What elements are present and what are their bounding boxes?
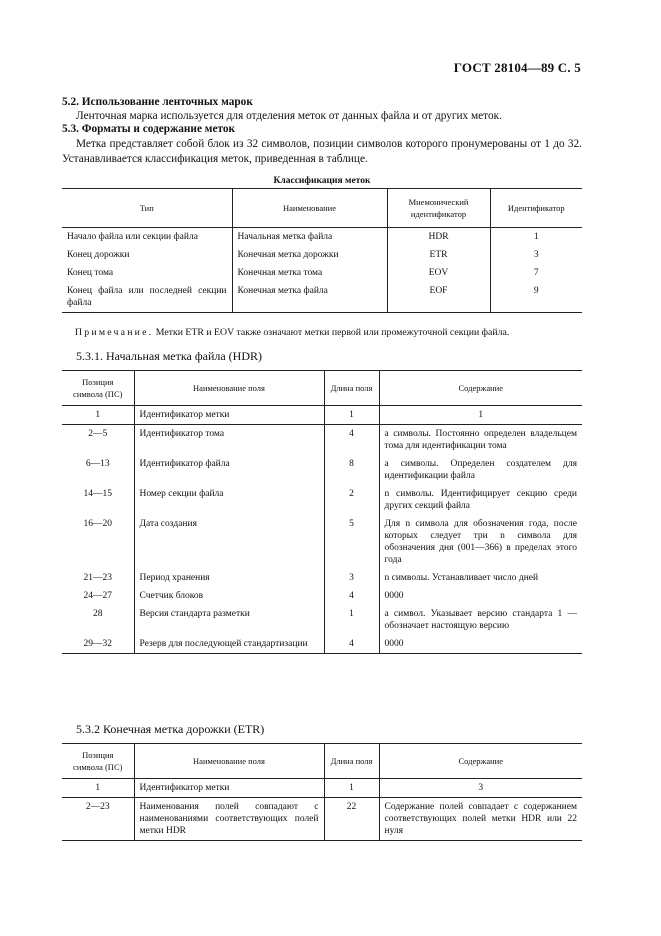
table-cell: n символы. Идентифицирует секцию среди других секций файла	[379, 485, 582, 515]
table-cell: 3	[490, 246, 582, 264]
labels-classification-table	[62, 188, 582, 313]
table-cell: 28	[93, 609, 103, 619]
table-cell: n символы. Устанавливает число дней	[379, 569, 582, 587]
table-cell: Конечная метка файла	[232, 282, 387, 313]
table-cell: 0000	[379, 635, 582, 654]
note-label: Примечание.	[75, 327, 154, 338]
table-row	[62, 485, 582, 515]
column-header: Позиция символа (ПС)	[73, 750, 123, 772]
table-cell: EOV	[387, 264, 490, 282]
table-cell: 1	[324, 779, 379, 798]
table-cell: а символы. Определен создателем для идентификации файла	[379, 455, 582, 485]
table-cell: 6—13	[85, 459, 110, 469]
table-cell: 3	[324, 569, 379, 587]
table-cell: 5	[324, 515, 379, 569]
table-cell: 16—20	[83, 519, 112, 529]
table-cell: 8	[324, 455, 379, 485]
table-cell: Конец дорожки	[67, 250, 130, 260]
table-row	[62, 635, 582, 654]
hdr-label-table	[62, 370, 582, 654]
table-row	[62, 569, 582, 587]
table-cell: Идентификатор метки	[134, 779, 324, 798]
table-row	[62, 228, 582, 247]
table-cell: 2—5	[88, 429, 108, 439]
column-header: Наименование поля	[134, 744, 324, 779]
table-cell: Идентификатор метки	[134, 406, 324, 425]
column-header: Тип	[139, 203, 154, 213]
table-cell: Конец тома	[67, 268, 114, 278]
table-cell: Содержание полей совпадает с содержанием соответствующих полей метки HDR или 22 нуля	[379, 798, 582, 841]
table-cell: Версия стандарта разметки	[134, 605, 324, 635]
table-cell: Для n символа для обозначения года, после которых следует три n символа для обозначения дня (001—366) в пределах этого года	[379, 515, 582, 569]
table-row	[62, 425, 582, 456]
table-cell: HDR	[387, 228, 490, 247]
section-5-2-text: Ленточная марка используется для отделения меток от данных файла и от других меток.	[76, 110, 502, 122]
table-header-row	[62, 371, 582, 406]
table-cell: Конец файла или последней секции файла	[67, 286, 227, 308]
table-cell: Период хранения	[134, 569, 324, 587]
table-cell: 14—15	[83, 489, 112, 499]
table-cell: 7	[490, 264, 582, 282]
table-cell: 1	[324, 605, 379, 635]
table-cell: 1	[324, 406, 379, 425]
section-5-3-title: 5.3. Форматы и содержание меток	[62, 123, 236, 135]
table-header-row	[62, 189, 582, 228]
table-cell: 1	[490, 228, 582, 247]
table1-caption: Классификация меток	[273, 176, 371, 186]
table-cell: 1	[62, 779, 134, 798]
section-5-3-2-title: 5.3.2 Конечная метка дорожки (ETR)	[76, 722, 265, 736]
table-cell: Идентификатор файла	[134, 455, 324, 485]
column-header: Наименование	[232, 189, 387, 228]
column-header: Наименование поля	[134, 371, 324, 406]
column-header: Длина поля	[324, 744, 379, 779]
table-cell: 3	[379, 779, 582, 798]
section-5-3-text: Метка представляет собой блок из 32 символов, позиции символов которого пронумерованы от 1 до 32. Устанавливается классификация меток, приведенная в таблице.	[62, 138, 582, 165]
page-header: ГОСТ 28104—89 С. 5	[453, 60, 581, 75]
table-cell: 22	[324, 798, 379, 841]
section-5-2-title: 5.2. Использование ленточных марок	[62, 96, 253, 108]
table-cell: 4	[324, 587, 379, 605]
table-cell: Начало файла или секции файла	[67, 232, 198, 242]
table-cell: 24—27	[83, 591, 112, 601]
table-cell: Конечная метка дорожки	[232, 246, 387, 264]
table-row	[62, 798, 582, 841]
table-row	[62, 264, 582, 282]
etr-label-table	[62, 743, 582, 841]
column-header: Идентификатор	[490, 189, 582, 228]
table-cell: Наименования полей совпадают с наименованиями соответствующих полей метки HDR	[134, 798, 324, 841]
table-row	[62, 455, 582, 485]
column-header: Содержание	[379, 744, 582, 779]
table-cell: 1	[379, 406, 582, 425]
table-cell: Начальная метка файла	[232, 228, 387, 247]
column-header: Длина поля	[324, 371, 379, 406]
table-cell: 2—23	[85, 802, 110, 812]
table-header-row	[62, 744, 582, 779]
table-cell: Дата создания	[134, 515, 324, 569]
table-cell: EOF	[387, 282, 490, 313]
table1-note	[75, 327, 509, 338]
table-cell: 0000	[379, 587, 582, 605]
table-cell: Конечная метка тома	[232, 264, 387, 282]
table-row	[62, 282, 582, 313]
table-cell: а символ. Указывает версию стандарта 1 — обозначает настоящую версию	[379, 605, 582, 635]
table-row	[62, 587, 582, 605]
table-row	[62, 406, 582, 425]
table-row	[62, 779, 582, 798]
table-cell: ETR	[387, 246, 490, 264]
table-row	[62, 246, 582, 264]
table-cell: 4	[324, 425, 379, 456]
table-cell: 4	[324, 635, 379, 654]
table-cell: 29—32	[83, 639, 112, 649]
column-header: Мнемонический идентификатор	[387, 189, 490, 228]
table-cell: 2	[324, 485, 379, 515]
table-row	[62, 515, 582, 569]
table-cell: 21—23	[83, 573, 112, 583]
table-cell: Номер секции файла	[134, 485, 324, 515]
table-cell: 1	[62, 406, 134, 425]
column-header: Позиция символа (ПС)	[73, 377, 123, 399]
section-5-3-1-title: 5.3.1. Начальная метка файла (HDR)	[76, 349, 263, 363]
note-text: Метки ETR и EOV также означают метки первой или промежуточной секции файла.	[155, 327, 510, 338]
table-cell: Счетчик блоков	[134, 587, 324, 605]
table-cell: 9	[490, 282, 582, 313]
table-row	[62, 605, 582, 635]
table-cell: Идентификатор тома	[134, 425, 324, 456]
table-cell: а символы. Постоянно определен владельцем тома для идентификации тома	[379, 425, 582, 456]
column-header: Содержание	[379, 371, 582, 406]
table-cell: Резерв для последующей стандартизации	[134, 635, 324, 654]
